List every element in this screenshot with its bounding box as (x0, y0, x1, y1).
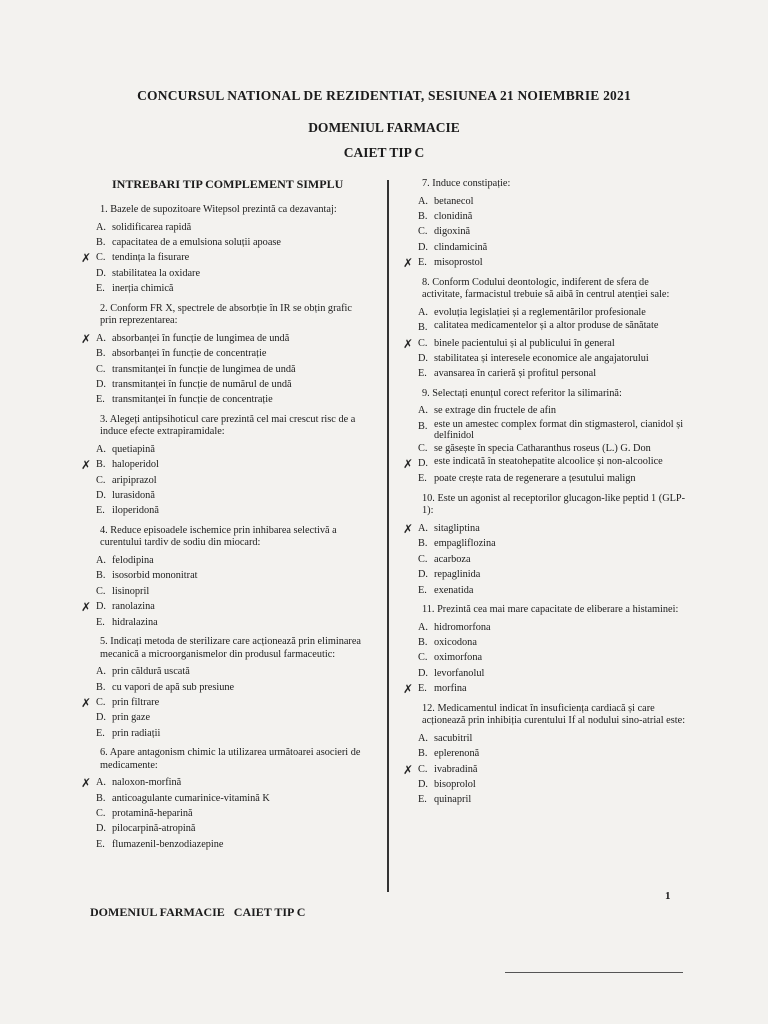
option-letter: C. (96, 808, 106, 820)
option-text: haloperidol (112, 459, 159, 471)
question-text: 1. Bazele de supozitoare Witepsol prezintă ca dezavantaj: (100, 204, 337, 215)
question-text: 2. Conform FR X, spectrele de absorbție în IR se obțin grafic prin reprezentarea: (100, 302, 352, 327)
option-text: aripiprazol (112, 474, 157, 486)
option-text: naloxon-morfină (112, 777, 182, 789)
domain-title: DOMENIUL FARMACIE (308, 120, 460, 135)
option-text: exenatida (434, 584, 474, 596)
option-text: calitatea medicamentelor și a altor produse de sănătate (434, 320, 659, 332)
option-letter: B. (96, 459, 106, 471)
answer-option (81, 775, 368, 791)
question-item (81, 635, 368, 741)
answer-option (418, 305, 690, 320)
answer-option (81, 599, 368, 615)
option-letter: E. (418, 683, 427, 695)
option-text: betanecol (434, 195, 474, 207)
answer-option (418, 635, 690, 650)
option-text: sacubitril (434, 732, 473, 744)
answer-option (96, 235, 368, 250)
option-text: quetiapină (112, 443, 155, 455)
answer-option (418, 666, 690, 681)
answer-option (96, 584, 368, 599)
answer-option (403, 681, 690, 697)
page-number: 1 (665, 890, 671, 902)
option-letter: E. (418, 794, 427, 806)
option-text: oxicodona (434, 637, 477, 648)
question-item (403, 492, 690, 598)
answer-option (403, 762, 690, 777)
option-text: levorfanolul (434, 667, 485, 679)
option-text: lisinopril (112, 585, 150, 597)
option-letter: B. (96, 348, 106, 360)
handwritten-mark-icon: ✗ (403, 256, 414, 271)
option-letter: B. (96, 236, 106, 248)
option-text: clindamicină (434, 241, 488, 253)
option-letter: A. (96, 332, 107, 344)
column-divider (387, 180, 389, 892)
option-letter: B. (96, 792, 106, 804)
answer-option (96, 615, 368, 630)
option-letter: A. (418, 306, 429, 318)
option-text: hidralazina (112, 616, 158, 628)
question-item (403, 702, 690, 808)
option-text: anticoagulante cumarinice-vitamină K (112, 792, 270, 804)
answer-option (96, 710, 368, 725)
option-text: eplerenonă (434, 748, 480, 760)
handwritten-mark-icon: ✗ (403, 522, 414, 537)
answer-option (96, 806, 368, 821)
option-letter: D. (418, 352, 429, 364)
handwritten-mark-icon: ✗ (403, 682, 414, 697)
option-letter: B. (96, 570, 106, 582)
option-text: stabilitatea la oxidare (112, 267, 201, 279)
option-text: felodipina (112, 555, 154, 567)
question-item (403, 276, 690, 382)
bottom-rule (505, 972, 683, 973)
answer-option (418, 403, 690, 418)
handwritten-mark-icon: ✗ (81, 331, 92, 346)
option-text: ranolazina (112, 601, 155, 613)
answer-option (403, 456, 690, 472)
answer-option (418, 731, 690, 746)
question-list-right (403, 178, 690, 808)
option-letter: B. (418, 748, 428, 760)
option-text: stabilitatea și interesele economice ale angajatorului (434, 352, 649, 364)
answer-option (96, 266, 368, 281)
option-text: bisoprolol (434, 778, 476, 790)
option-letter: C. (96, 252, 106, 264)
answer-option (418, 552, 690, 567)
answer-option (403, 521, 690, 537)
answer-option (96, 377, 368, 392)
option-text: transmitanței în funcție de numărul de undă (112, 378, 292, 390)
option-letter: E. (418, 473, 427, 485)
option-letter: C. (418, 553, 428, 565)
option-text: absorbanței în funcție de concentrație (112, 348, 267, 360)
answer-option (418, 567, 690, 582)
answer-option (81, 695, 368, 710)
handwritten-mark-icon: ✗ (403, 457, 414, 472)
answer-option (96, 821, 368, 836)
question-item (81, 524, 368, 630)
question-text: 10. Este un agonist al receptorilor glucagon-like peptid 1 (GLP-1): (422, 492, 686, 517)
answer-option (96, 791, 368, 806)
answer-option (96, 488, 368, 503)
option-letter: D. (96, 490, 107, 502)
answer-option (96, 392, 368, 407)
option-text: digoxină (434, 226, 471, 238)
option-text: repaglinida (434, 569, 481, 581)
option-text: tendința la fisurare (112, 252, 190, 264)
answer-option (81, 250, 368, 266)
option-letter: D. (96, 601, 107, 613)
answer-option (403, 336, 690, 351)
question-text: 12. Medicamentul indicat în insuficiența cardiacă și care acționează prin inhibiția curentului If al nodului sino-atrial este: (422, 702, 686, 727)
question-text: 3. Alegeți antipsihoticul care prezintă cel mai crescut risc de a induce efecte extrapiramidale: (100, 413, 356, 438)
option-letter: A. (96, 443, 107, 455)
option-letter: E. (96, 616, 105, 628)
answer-option (418, 650, 690, 665)
option-letter: A. (418, 732, 429, 744)
answer-option (96, 503, 368, 518)
answer-option (418, 792, 690, 807)
option-text: hidromorfona (434, 621, 491, 633)
option-letter: C. (418, 226, 428, 238)
right-column (403, 178, 690, 814)
option-text: oximorfona (434, 652, 483, 664)
option-letter: E. (96, 838, 105, 850)
left-column (81, 176, 368, 858)
question-text: 8. Conform Codului deontologic, indiferent de sfera de activitate, farmacistul trebuie să aibă în centrul atenției sale: (422, 276, 670, 301)
question-list-left (81, 204, 368, 852)
handwritten-mark-icon: ✗ (81, 600, 92, 615)
option-text: se extrage din fructele de afin (434, 405, 557, 417)
booklet-type: CAIET TIP C (343, 145, 425, 160)
option-text: clonidină (434, 210, 473, 222)
option-letter: D. (96, 712, 107, 724)
option-text: morfina (434, 683, 467, 695)
answer-option (418, 194, 690, 209)
answer-option (96, 726, 368, 741)
option-letter: E. (418, 584, 427, 596)
option-text: este indicată în steatohepatite alcoolice și non-alcoolice (434, 456, 663, 468)
answer-option (96, 664, 368, 679)
page-footer: DOMENIUL FARMACIE CAIET TIP C (90, 905, 306, 919)
option-letter: D. (96, 378, 107, 390)
option-text: prin căldură uscată (112, 666, 190, 678)
option-letter: D. (418, 241, 429, 253)
answer-option (418, 209, 690, 224)
option-text: lurasidonă (112, 490, 155, 502)
option-text: empagliflozina (434, 538, 496, 550)
option-letter: B. (418, 322, 428, 334)
answer-option (418, 320, 690, 335)
option-text: prin filtrare (112, 696, 160, 708)
question-item (81, 413, 368, 519)
answer-option (96, 281, 368, 296)
option-text: avansarea în carieră și profitul personal (434, 368, 597, 380)
question-text: 4. Reduce episoadele ischemice prin inhibarea selectivă a curentului tardiv de sodiu din miocard: (100, 524, 337, 549)
answer-option (418, 777, 690, 792)
option-letter: A. (96, 777, 107, 789)
option-letter: B. (418, 538, 428, 550)
question-item (81, 302, 368, 408)
answer-option (96, 346, 368, 361)
answer-option (96, 553, 368, 568)
question-item (81, 204, 368, 297)
question-item (81, 747, 368, 852)
answer-option (418, 620, 690, 635)
option-text: solidificarea rapidă (112, 221, 192, 233)
option-text: acarboza (434, 553, 471, 565)
option-letter: C. (418, 442, 428, 454)
option-text: evoluția legislației și a reglementărilor profesionale (434, 306, 646, 318)
option-text: quinapril (434, 794, 472, 806)
option-text: sitagliptina (434, 523, 480, 535)
answer-option (96, 362, 368, 377)
option-letter: E. (418, 368, 427, 380)
option-text: protamină-heparină (112, 808, 193, 820)
option-letter: D. (96, 267, 107, 279)
question-text: 6. Apare antagonism chimic la utilizarea următoarei asocieri de medicamente: (100, 747, 361, 771)
handwritten-mark-icon: ✗ (81, 695, 92, 710)
answer-option (96, 680, 368, 695)
answer-option (403, 255, 690, 271)
handwritten-mark-icon: ✗ (81, 458, 92, 473)
exam-title: CONCURSUL NATIONAL DE REZIDENTIAT, SESIUNEA 21 NOIEMBRIE 2021 (137, 88, 631, 103)
answer-option (418, 746, 690, 761)
handwritten-mark-icon: ✗ (81, 776, 92, 791)
option-text: transmitanței în funcție de lungimea de undă (112, 363, 296, 375)
answer-option (81, 331, 368, 346)
option-text: prin radiații (112, 727, 161, 739)
option-letter: E. (96, 727, 105, 739)
question-text: 7. Induce constipație: (422, 178, 511, 189)
option-letter: D. (418, 458, 429, 470)
answer-option (418, 351, 690, 366)
answer-option (418, 224, 690, 239)
option-text: isosorbid mononitrat (112, 570, 198, 582)
option-letter: C. (96, 696, 106, 708)
answer-option (418, 536, 690, 551)
option-letter: C. (96, 363, 106, 375)
handwritten-mark-icon: ✗ (81, 251, 92, 266)
option-text: absorbanței în funcție de lungimea de undă (112, 332, 290, 344)
option-text: ivabradină (434, 763, 478, 775)
option-letter: C. (418, 337, 428, 349)
option-letter: E. (418, 257, 427, 269)
option-letter: D. (418, 778, 429, 790)
option-text: este un amestec complex format din stigmasterol, cianidol și delfinidol (434, 418, 684, 441)
answer-option (418, 471, 690, 486)
answer-option (418, 441, 690, 456)
option-letter: D. (418, 569, 429, 581)
question-text: 5. Indicați metoda de sterilizare care acționează prin eliminarea mecanică a microorganismelor din produsul farmaceutic: (100, 635, 361, 660)
option-letter: A. (96, 666, 107, 678)
answer-option (418, 583, 690, 598)
handwritten-mark-icon: ✗ (403, 762, 414, 777)
option-letter: A. (418, 621, 429, 633)
option-text: transmitanței în funcție de concentrație (112, 394, 273, 406)
answer-option (96, 473, 368, 488)
answer-option (418, 419, 690, 441)
option-text: inerția chimică (112, 283, 174, 295)
option-text: poate crește rata de regenerare a țesutului malign (434, 473, 636, 485)
option-text: prin gaze (112, 712, 151, 724)
option-text: se găsește în specia Catharanthus roseus (L.) G. Don (434, 442, 651, 454)
question-item (403, 387, 690, 487)
option-letter: C. (96, 474, 106, 486)
option-letter: A. (418, 405, 429, 417)
option-letter: D. (96, 823, 107, 835)
option-text: capacitatea de a emulsiona soluții apoase (112, 236, 281, 248)
section-title: INTREBARI TIP COMPLEMENT SIMPLU (112, 177, 344, 191)
option-letter: A. (96, 555, 107, 567)
option-text: cu vapori de apă sub presiune (112, 681, 235, 693)
question-item (403, 178, 690, 271)
question-text: 9. Selectați enunțul corect referitor la silimarină: (422, 387, 622, 399)
question-item (403, 604, 690, 697)
option-letter: C. (418, 652, 428, 664)
option-letter: B. (96, 681, 106, 693)
option-letter: B. (418, 210, 428, 222)
option-letter: B. (418, 420, 428, 432)
option-letter: C. (418, 763, 428, 775)
option-letter: A. (418, 523, 429, 535)
option-letter: E. (96, 505, 105, 517)
option-text: binele pacientului și al publicului în general (434, 337, 615, 349)
option-text: misoprostol (434, 257, 483, 269)
answer-option (96, 568, 368, 583)
answer-option (81, 457, 368, 473)
answer-option (418, 366, 690, 381)
answer-option (418, 240, 690, 255)
answer-option (96, 442, 368, 457)
option-text: iloperidonă (112, 505, 159, 517)
option-letter: E. (96, 283, 105, 295)
option-letter: A. (418, 195, 429, 207)
option-letter: B. (418, 637, 428, 648)
option-text: pilocarpină-atropină (112, 823, 196, 835)
answer-option (96, 220, 368, 235)
handwritten-mark-icon: ✗ (403, 336, 414, 351)
option-letter: D. (418, 667, 429, 679)
option-text: flumazenil-benzodiazepine (112, 838, 224, 850)
answer-option (96, 837, 368, 852)
option-letter: C. (96, 585, 106, 597)
question-text: 11. Prezintă cea mai mare capacitate de eliberare a histaminei: (422, 604, 679, 616)
option-letter: A. (96, 221, 107, 233)
option-letter: E. (96, 394, 105, 406)
